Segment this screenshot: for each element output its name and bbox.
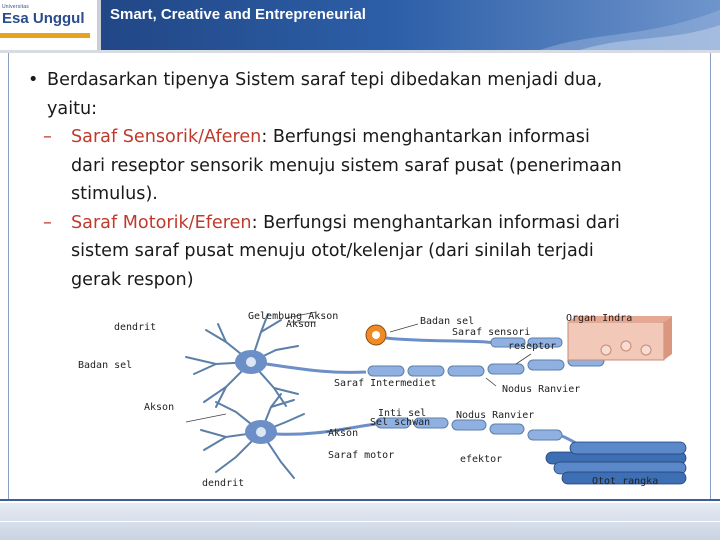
- list-item-motor: [28, 209, 708, 295]
- sensory-text-line2: dari reseptor sensorik menuju sistem saraf pusat (penerimaan: [71, 155, 622, 176]
- logo-small-text: Universitas: [2, 4, 29, 10]
- label-akson-mid: Akson: [328, 428, 359, 439]
- label-nodus-ranvier-1: Nodus Ranvier: [502, 384, 581, 395]
- intro-text-line1: Berdasarkan tipenya Sistem saraf tepi dibedakan menjadi dua,: [47, 70, 603, 90]
- label-sel-schwan: Sel schwan: [370, 417, 431, 428]
- label-badan-sel-left: Badan sel: [78, 360, 133, 371]
- sensory-text-line3: stimulus).: [71, 184, 158, 204]
- label-inti-sel: Inti sel: [378, 408, 427, 419]
- slide-body: [28, 66, 708, 294]
- header-band: [0, 0, 720, 53]
- label-saraf-motor: Saraf motor: [328, 450, 395, 461]
- label-dendrit-bottom: dendrit: [202, 478, 245, 488]
- intro-text-line2: yaitu:: [47, 98, 98, 119]
- footer-highlight-line: [0, 521, 720, 522]
- neuron-diagram: [76, 302, 692, 488]
- dash-marker: –: [43, 212, 52, 233]
- label-akson-left: Akson: [144, 402, 175, 413]
- intro-bullet: [28, 66, 708, 95]
- header-tagline: Smart, Creative and Entrepreneurial: [110, 6, 366, 23]
- label-efektor: efektor: [460, 454, 503, 465]
- left-rule: [8, 53, 9, 501]
- sensory-text-line1: : Berfungsi menghantarkan informasi: [261, 127, 590, 147]
- footer-rule: [0, 499, 720, 501]
- label-saraf-intermediet: Saraf Intermediet: [334, 378, 437, 389]
- label-dendrit-top: dendrit: [114, 322, 157, 333]
- logo-accent-bar: [0, 33, 90, 38]
- dash-marker: –: [43, 127, 52, 147]
- lower-neuron-nucleus: [256, 427, 266, 437]
- label-otot-rangka: Otot rangka: [592, 476, 659, 487]
- university-logo: [0, 0, 101, 50]
- bullet-marker: •: [28, 70, 39, 90]
- label-organ-indra: Organ Indra: [566, 313, 633, 324]
- motor-text-line1: : Berfungsi menghantarkan informasi dari: [251, 212, 620, 233]
- neuron-diagram-svg: [76, 302, 692, 488]
- label-nodus-ranvier-2: Nodus Ranvier: [456, 410, 535, 421]
- label-gelembung-akson: Gelembung Akson: [248, 311, 339, 322]
- upper-neuron-nucleus: [246, 357, 256, 367]
- header-wave-decoration: [540, 0, 720, 50]
- list-item-sensory: [28, 123, 708, 209]
- term-motor: Saraf Motorik/Eferen: [71, 212, 252, 233]
- label-reseptor: reseptor: [508, 341, 557, 352]
- motor-text-line3: gerak respon): [71, 269, 194, 290]
- label-badan-sel-top: Badan sel: [420, 316, 475, 327]
- label-akson-top: Akson: [286, 319, 317, 330]
- logo-name: Esa Unggul: [2, 10, 85, 27]
- label-saraf-sensori: Saraf sensori: [452, 327, 531, 338]
- term-sensory: Saraf Sensorik/Aferen: [71, 127, 262, 147]
- right-rule: [710, 53, 711, 501]
- motor-text-line2: sistem saraf pusat menuju otot/kelenjar (dari sinilah terjadi: [71, 241, 594, 261]
